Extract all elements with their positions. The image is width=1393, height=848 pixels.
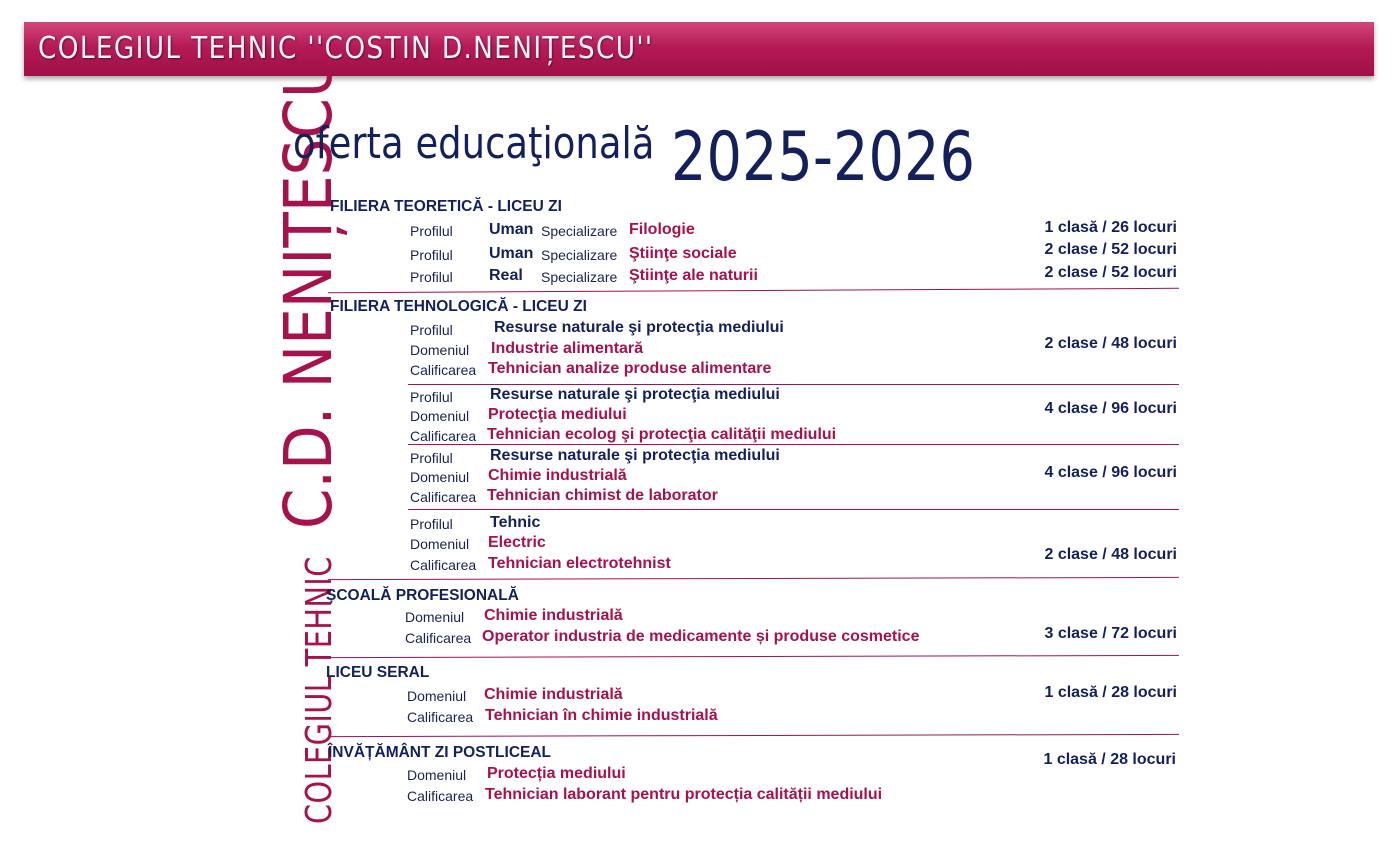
class-count: 2 clase / 52 locuri bbox=[1044, 241, 1177, 258]
label-specializare: Specializare bbox=[541, 223, 618, 239]
label-profil: Profilul bbox=[410, 322, 453, 338]
qualification-value: Operator industria de medicamente și produse cosmetice bbox=[482, 628, 920, 645]
label-domeniu: Domeniul bbox=[410, 342, 470, 358]
label-domeniu: Domeniul bbox=[410, 536, 470, 552]
qualification-value: Tehnician chimist de laborator bbox=[487, 487, 718, 504]
specialization-value: Ştiinţe sociale bbox=[629, 245, 737, 262]
qualification-value: Tehnician în chimie industrială bbox=[485, 707, 718, 724]
section-title-teoretica: FILIERA TEORETICĂ - LICEU ZI bbox=[330, 198, 562, 215]
class-count: 3 clase / 72 locuri bbox=[1044, 625, 1177, 642]
section-title-seral: LICEU SERAL bbox=[326, 664, 430, 681]
label-domeniu: Domeniul bbox=[407, 688, 467, 704]
class-count: 1 clasă / 28 locuri bbox=[1043, 751, 1176, 768]
group-divider bbox=[408, 444, 1179, 445]
section-divider bbox=[328, 577, 1179, 580]
label-calificare: Calificarea bbox=[407, 788, 474, 804]
label-domeniu: Domeniul bbox=[407, 767, 467, 783]
title-banner bbox=[24, 22, 1374, 76]
section-title-postliceal: ÎNVĂȚĂMÂNT ZI POSTLICEAL bbox=[328, 744, 552, 761]
banner-title: COLEGIUL TEHNIC ''COSTIN D.NENIȚESCU'' bbox=[38, 31, 654, 66]
domain-value: Chimie industrială bbox=[484, 686, 623, 703]
specialization-value: Ştiinţe ale naturii bbox=[629, 267, 758, 284]
qualification-value: Tehnician laborant pentru protecția calității mediului bbox=[485, 786, 883, 803]
label-calificare: Calificarea bbox=[410, 557, 477, 573]
profile-value: Resurse naturale şi protecţia mediului bbox=[490, 447, 780, 464]
section-title-tehnologica: FILIERA TEHNOLOGICĂ - LICEU ZI bbox=[330, 298, 587, 315]
group-divider bbox=[408, 384, 1179, 385]
domain-value: Protecţia mediului bbox=[488, 406, 627, 423]
section-divider bbox=[328, 734, 1179, 737]
label-domeniu: Domeniul bbox=[410, 408, 470, 424]
domain-value: Chimie industrială bbox=[488, 467, 627, 484]
profile-value: Tehnic bbox=[490, 514, 541, 531]
label-profil: Profilul bbox=[410, 516, 453, 532]
domain-value: Industrie alimentară bbox=[491, 340, 644, 357]
group-divider bbox=[408, 509, 1179, 510]
label-domeniu: Domeniul bbox=[410, 469, 470, 485]
label-calificare: Calificarea bbox=[410, 428, 477, 444]
label-domeniu: Domeniul bbox=[405, 609, 465, 625]
class-count: 2 clase / 52 locuri bbox=[1044, 264, 1177, 281]
section-title-profesionala: ȘCOALĂ PROFESIONALĂ bbox=[326, 587, 519, 604]
label-profil: Profilul bbox=[410, 450, 453, 466]
label-calificare: Calificarea bbox=[407, 709, 474, 725]
class-count: 1 clasă / 26 locuri bbox=[1044, 219, 1177, 236]
label-profil: Profilul bbox=[410, 247, 453, 263]
label-specializare: Specializare bbox=[541, 247, 618, 263]
domain-value: Chimie industrială bbox=[484, 607, 623, 624]
label-profil: Profilul bbox=[410, 269, 453, 285]
domain-value: Electric bbox=[488, 534, 546, 551]
profile-value: Real bbox=[489, 267, 523, 284]
profile-value: Uman bbox=[489, 245, 534, 262]
class-count: 2 clase / 48 locuri bbox=[1044, 335, 1177, 352]
label-calificare: Calificarea bbox=[405, 630, 472, 646]
class-count: 4 clase / 96 locuri bbox=[1044, 464, 1177, 481]
label-specializare: Specializare bbox=[541, 269, 618, 285]
profile-value: Uman bbox=[489, 221, 534, 238]
label-profil: Profilul bbox=[410, 389, 453, 405]
heading-year: 2025-2026 bbox=[671, 118, 975, 197]
specialization-value: Filologie bbox=[629, 221, 695, 238]
profile-value: Resurse naturale şi protecţia mediului bbox=[490, 386, 780, 403]
label-profil: Profilul bbox=[410, 223, 453, 239]
page-heading bbox=[293, 118, 975, 197]
side-school-name: C.D. NENIȚESCU bbox=[270, 55, 347, 530]
label-calificare: Calificarea bbox=[410, 489, 477, 505]
label-calificare: Calificarea bbox=[410, 362, 477, 378]
heading-subtitle: oferta educaţională bbox=[293, 118, 655, 169]
domain-value: Protecția mediului bbox=[487, 765, 626, 782]
section-divider bbox=[328, 655, 1179, 658]
side-school-type: COLEGIUL TEHNIC bbox=[299, 556, 340, 824]
class-count: 4 clase / 96 locuri bbox=[1044, 400, 1177, 417]
qualification-value: Tehnician electrotehnist bbox=[488, 555, 671, 572]
profile-value: Resurse naturale şi protecţia mediului bbox=[494, 319, 784, 336]
class-count: 2 clase / 48 locuri bbox=[1044, 546, 1177, 563]
qualification-value: Tehnician analize produse alimentare bbox=[488, 360, 772, 377]
section-divider bbox=[328, 288, 1179, 293]
qualification-value: Tehnician ecolog şi protecţia calităţii mediului bbox=[487, 426, 837, 443]
class-count: 1 clasă / 28 locuri bbox=[1044, 684, 1177, 701]
